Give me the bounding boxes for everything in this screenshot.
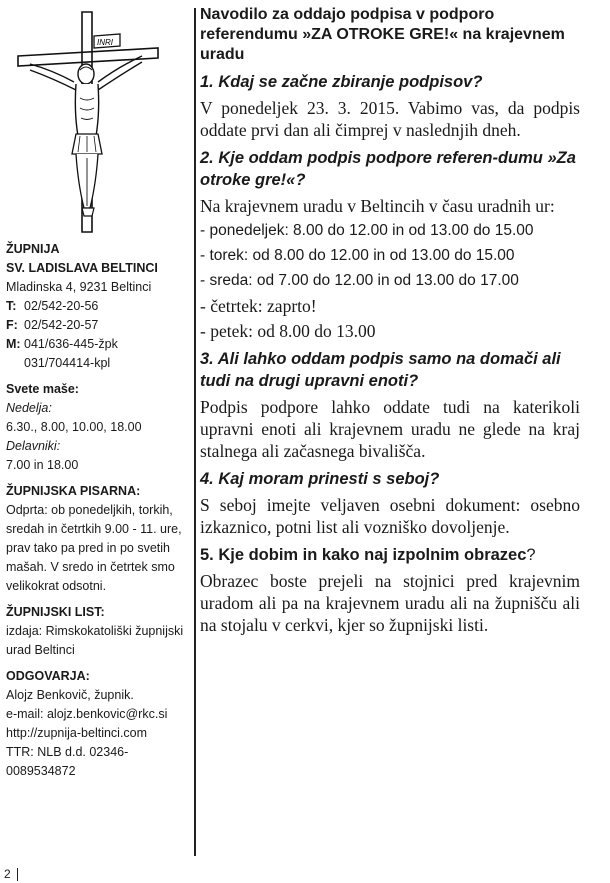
parish-name-line-2: SV. LADISLAVA BELTINCI <box>6 261 158 275</box>
weekday-label: Delavniki: <box>6 439 61 453</box>
responsible-line: Alojz Benkovič, župnik. <box>6 688 134 702</box>
fax-row: F: 02/542-20-57 <box>6 316 190 335</box>
address: Mladinska 4, 9231 Beltinci <box>6 280 152 294</box>
hours-thursday: - četrtek: zaprto! <box>200 296 317 316</box>
main-article <box>200 5 580 636</box>
answer-5: Obrazec boste prejeli na stojnici pred krajevnim uradom ali pa na krajevnem uradu ali na župnišču ali na stojalu v cerkvi, kjer so župnijski listi. <box>200 571 580 635</box>
question-3: 3. Ali lahko oddam podpis samo na domači ali tudi na drugi upravni enoti? <box>200 350 561 390</box>
hours-friday: - petek: od 8.00 do 13.00 <box>200 321 376 341</box>
question-2: 2. Kje oddam podpis podpore referen-dumu »Za otroke gre!«? <box>200 149 576 189</box>
answer-3: Podpis podpore lahko oddate tudi na katerikoli upravni enoti ali krajevnem uradu ne glede na kraj stalnega ali začasnega bivališča. <box>200 397 580 461</box>
paper-line: urad Beltinci <box>6 643 75 657</box>
office-line: Odprta: ob ponedeljkih, torkih, <box>6 503 173 517</box>
footer-divider <box>17 868 19 881</box>
paper-line: izdaja: Rimskokatoliški župnijski <box>6 624 184 638</box>
question-5: 5. Kje dobim in kako naj izpolnim obrazec? <box>200 546 536 564</box>
office-hours-list <box>200 220 580 342</box>
answer-1: V ponedeljek 23. 3. 2015. Vabimo vas, da podpis oddate prvi dan ali čimprej v naslednjih dneh. <box>200 98 580 140</box>
weekday-times: 7.00 in 18.00 <box>6 458 79 472</box>
question-1: 1. Kdaj se začne zbiranje podpisov? <box>200 73 483 91</box>
telephone-row: T: 02/542-20-56 <box>6 297 190 316</box>
fax: 02/542-20-57 <box>24 318 99 332</box>
website-line: http://zupnija-beltinci.com <box>6 726 148 740</box>
parish-name-line-1: ŽUPNIJA <box>6 242 60 256</box>
office-line: sredah in četrtkih 9.00 - 11. ure, <box>6 522 182 536</box>
mobile-row: M: 041/636-445-žpk <box>6 335 190 354</box>
office-line: velikokrat odsotni. <box>6 579 107 593</box>
masses-title: Svete maše: <box>6 382 79 396</box>
paper-title: ŽUPNIJSKI LIST: <box>6 605 105 619</box>
page-number: 2 <box>4 867 11 881</box>
crucifix-icon <box>12 8 162 236</box>
office-line: prav tako pa pred in po svetih <box>6 541 170 555</box>
question-4: 4. Kaj moram prinesti s seboj? <box>200 470 440 488</box>
parish-info <box>6 240 190 781</box>
answer-2: Na krajevnem uradu v Beltincih v času uradnih ur: <box>200 196 555 216</box>
mobile-1: 041/636-445-žpk <box>24 337 118 351</box>
mobile-2: 031/704414-kpl <box>24 356 111 370</box>
telephone: 02/542-20-56 <box>24 299 99 313</box>
office-line: mašah. V sredo in četrtek smo <box>6 560 175 574</box>
mobile-row-2 <box>6 354 190 373</box>
hours-wednesday: - sreda: od 7.00 do 12.00 in od 13.00 do 17.00 <box>200 272 519 289</box>
answer-4: S seboj imejte veljaven osebni dokument: osebno izkaznico, potni list ali vozniško dovoljenje. <box>200 495 580 537</box>
column-divider <box>194 8 196 856</box>
hours-monday: - ponedeljek: 8.00 do 12.00 in od 13.00 do 15.00 <box>200 222 534 239</box>
inri-text: INRI <box>97 38 113 47</box>
sunday-times: 6.30., 8.00, 10.00, 18.00 <box>6 420 142 434</box>
article-title: Navodilo za oddajo podpisa v podporo referendumu »ZA OTROKE GRE!« na krajevnem uradu <box>200 6 565 63</box>
hours-tuesday: - torek: od 8.00 do 12.00 in od 13.00 do 15.00 <box>200 247 515 264</box>
office-title: ŽUPNIJSKA PISARNA: <box>6 484 141 498</box>
sidebar <box>4 0 190 883</box>
page-footer <box>4 867 18 881</box>
sunday-label: Nedelja: <box>6 401 52 415</box>
bank-account-line: TTR: NLB d.d. 02346-0089534872 <box>6 745 129 778</box>
responsible-title: ODGOVARJA: <box>6 669 90 683</box>
email-line: e-mail: alojz.benkovic@rkc.si <box>6 707 168 721</box>
